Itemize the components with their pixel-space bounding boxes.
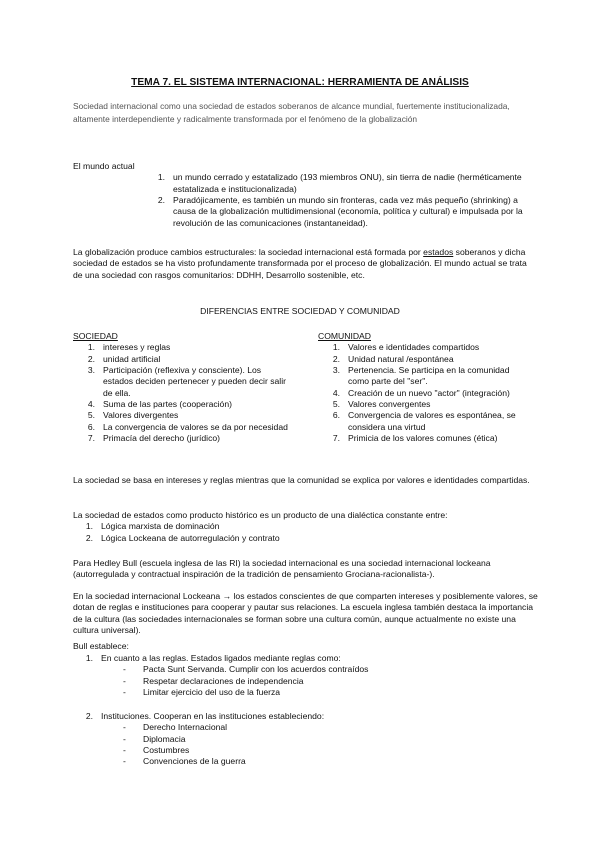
list-item: 5. Valores divergentes <box>87 410 179 421</box>
list-item: 4. Creación de un nuevo "actor" (integración) <box>332 387 510 398</box>
producto-historico-text: La sociedad de estados como producto histórico es un producto de una dialéctica constante entre: <box>73 510 448 520</box>
sociedad-column <box>73 331 303 444</box>
list-item: - Diplomacia <box>123 733 186 744</box>
bull-establece: Bull establece: <box>73 641 129 651</box>
sociedad-list <box>73 342 303 444</box>
mundo-actual-heading: El mundo actual <box>73 161 135 171</box>
list-item: - Respetar declaraciones de independencia <box>123 675 304 686</box>
dash-bullet: - <box>123 745 126 756</box>
list-item: 2. Unidad natural /espontánea <box>332 353 454 364</box>
dash-bullet: - <box>123 687 126 698</box>
bull-paragraph: Para Hedley Bull (escuela inglesa de las RI) la sociedad internacional es una sociedad internacional lockeana (autorregulada y contractual inspiración de la tradición de pensamiento Grociana-racionalista-). <box>73 558 491 580</box>
list-item: 1. intereses y reglas <box>87 342 171 353</box>
dash-bullet: - <box>123 722 126 733</box>
reglas-list <box>73 664 535 698</box>
list-item: 7. Primacía del derecho (jurídico) <box>87 433 221 444</box>
list-item: - Costumbres <box>123 745 190 756</box>
instituciones-section: 2. Instituciones. Cooperan en las instituciones estableciendo: - Derecho Internacional - Diplomacia - Costumbres - Convenciones de la guerra <box>73 711 535 768</box>
comunidad-column <box>318 331 538 444</box>
lockeana-paragraph: En la sociedad internacional Lockeana → los estados conscientes de que comparten intereses y posiblemente valores, se dotan de reglas e instituciones para cooperar y pautar sus relaciones. La escuela inglesa también destaca la importancia de la cultura (las sociedades internacionales se forman sobre una cultura común, aunque actualmente no existe una cultura universal). <box>73 591 538 636</box>
list-item: 1. Lógica marxista de dominación <box>85 521 220 532</box>
page-title: TEMA 7. EL SISTEMA INTERNACIONAL: HERRAMIENTA DE ANÁLISIS <box>131 77 469 88</box>
intro-paragraph: Sociedad internacional como una sociedad de estados soberanos de alcance mundial, fuertemente institucionalizada, altamente interdependiente y radicalmente transformada por el fenómeno de la globalización <box>73 101 510 124</box>
reglas-section: 1. En cuanto a las reglas. Estados ligados mediante reglas como: - Pacta Sunt Servanda. Cumplir con los acuerdos contraídos - Respetar declaraciones de independencia - Limitar ejercicio del uso de la fuerza <box>73 653 535 698</box>
globalizacion-paragraph: La globalización produce cambios estructurales: la sociedad internacional está formada por estados soberanos y dicha sociedad de estados se ha visto profundamente transformada por el proceso de globalización. El mundo actual se trata de una sociedad con rasgos comunitarios: DDHH, Desarrollo sostenible, etc. <box>73 247 527 280</box>
estados-underlined: estados <box>423 247 454 257</box>
list-item: 2. Lógica Lockeana de autorregulación y contrato <box>85 532 280 543</box>
list-item: 3. Participación (reflexiva y consciente). Los estados deciden pertenecer y pueden decir salir de ella. <box>87 365 286 398</box>
list-item: - Derecho Internacional <box>123 722 228 733</box>
list-item: 2. unidad artificial <box>87 353 161 364</box>
instituciones-list <box>73 722 535 767</box>
dash-bullet: - <box>123 675 126 686</box>
list-item: 4. Suma de las partes (cooperación) <box>87 399 232 410</box>
list-item: - Limitar ejercicio del uso de la fuerza <box>123 687 281 698</box>
list-item: - Pacta Sunt Servanda. Cumplir con los acuerdos contraídos <box>123 664 369 675</box>
diferencias-heading: DIFERENCIAS ENTRE SOCIEDAD Y COMUNIDAD <box>200 306 400 316</box>
list-item: 1. Valores e identidades compartidos <box>332 342 480 353</box>
sociedad-heading: SOCIEDAD <box>73 331 118 341</box>
list-item: 1. un mundo cerrado y estatalizado (193 miembros ONU), sin tierra de nadie (herméticamente estatalizada e institucionalizada) <box>157 172 522 194</box>
dash-bullet: - <box>123 733 126 744</box>
list-item: - Convenciones de la guerra <box>123 756 246 767</box>
comunidad-heading: COMUNIDAD <box>318 331 371 341</box>
mundo-actual-section <box>73 161 543 229</box>
list-item: 6. La convergencia de valores se da por necesidad <box>87 421 288 432</box>
list-item: 2. Paradójicamente, es también un mundo sin fronteras, cada vez más pequeño (shrinking) a causa de la globalización multidimensional (economía, política y cultural) e impulsada por la revolución de las comunicaciones (instantaneidad). <box>157 195 523 228</box>
sociedad-basa-paragraph: La sociedad se basa en intereses y reglas mientras que la comunidad se explica por valores e identidades compartidas. <box>73 475 530 485</box>
dash-bullet: - <box>123 664 126 675</box>
comunidad-list <box>318 342 538 444</box>
list-item: 6. Convergencia de valores es espontánea, se considera una virtud <box>332 410 516 432</box>
list-item: 7. Primicia de los valores comunes (ética) <box>332 433 498 444</box>
list-item: 5. Valores convergentes <box>332 399 431 410</box>
list-item: 3. Pertenencia. Se participa en la comunidad como parte del "ser". <box>332 365 510 387</box>
producto-historico-section <box>73 510 535 544</box>
dash-bullet: - <box>123 756 126 767</box>
